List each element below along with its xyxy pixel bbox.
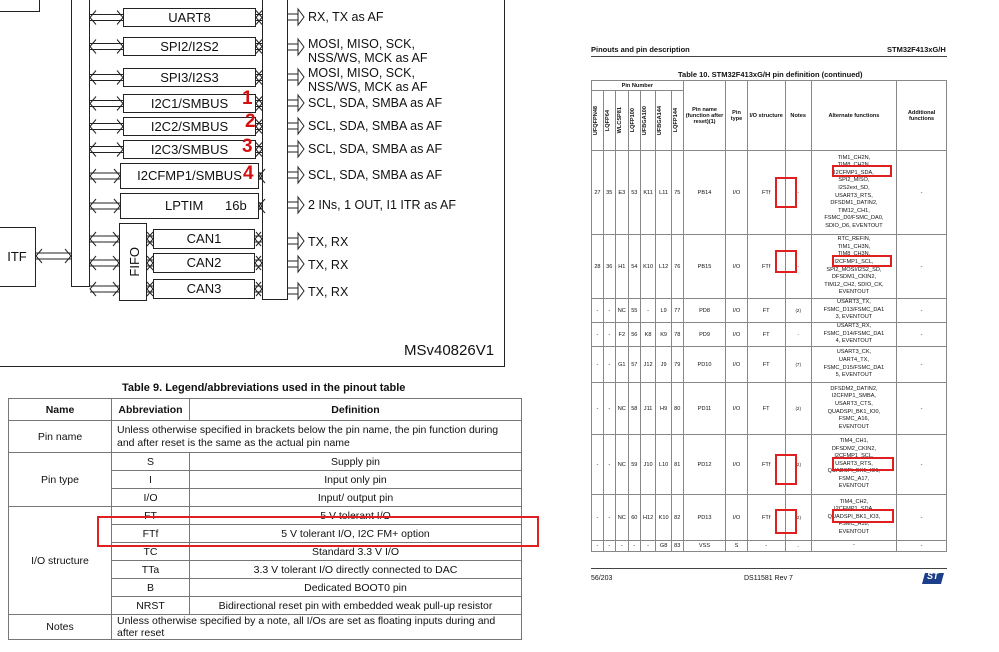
alternate-function: EVENTOUT [838,483,870,490]
definition-cell: Input only pin [190,471,522,489]
col-header-pin-type: Pin type [726,81,747,151]
alternate-function: FSMC_D15/FSMC_DA1 [823,364,885,371]
pin-number-cell: J10 [640,435,656,495]
pin-number-cell: NC [615,495,628,541]
i2c3-label: I2C3/SMBUS [150,142,229,157]
pin-number-cell: 83 [671,541,683,552]
alternate-function: TIM12_CH2, SDIO_CK, [824,281,884,288]
package-label: LQFP64 [604,109,611,132]
notes-cell: - [785,541,811,552]
pin-name-cell: PD8 [683,299,726,323]
pin-number-cell: - [615,541,628,552]
io-structure-cell: - [747,541,785,552]
pin-number-cell: L9 [656,299,671,323]
pin-type-cell: S [726,541,747,552]
highlight-box [775,509,797,534]
alternate-function: FSMC_D13/FSMC_DA1 [823,306,885,313]
spi3-signals: MOSI, MISO, SCK, NSS/WS, MCK as AF [308,66,428,94]
spi2-label: SPI2/I2S2 [160,39,219,54]
notes-cell: (2) [785,299,811,323]
col-header-additional: Additional functions [897,81,947,151]
alternate-function: I2CFMP1_SCL, [834,453,874,460]
pin-number-cell: L10 [656,435,671,495]
spi3-block [123,68,256,87]
notes-cell: (2) [785,495,811,541]
highlight-box [775,250,797,273]
package-header [656,91,671,151]
package-label: UFBGA144 [657,105,664,136]
pin-row [592,235,947,299]
can3-label: CAN3 [186,281,222,296]
can3-block [153,279,255,299]
pin-number-cell: 78 [671,323,683,347]
can1-label: CAN1 [186,231,222,246]
pin-number-cell: - [640,541,656,552]
col-header-abbreviation: Abbreviation [112,399,190,421]
alternate-function: EVENTOUT [838,423,870,430]
definition-cell: Dedicated BOOT0 pin [190,579,522,597]
pin-name-cell: PD11 [683,383,726,435]
alternate-function: DFSDM1_DATIN2, [830,200,878,207]
can2-label: CAN2 [186,255,222,270]
alternate-function: 4, EVENTOUT [835,338,873,345]
page-number: 56/203 [591,575,613,582]
alternate-function: FSMC_D0/FSMC_DA0, [824,215,884,222]
package-label: UFQFPN48 [593,105,599,136]
can1-signals: TX, RX [308,235,349,249]
page-header-rule [591,56,947,57]
alternate-function: SPI2_MOSI/I2S2_SD, [826,266,882,273]
page-footer-rule [591,568,947,569]
additional-functions-cell: - [897,347,947,383]
alternate-function: USART3_RTS, [835,460,873,467]
alternate-function: FSMC_A17, [838,475,870,482]
highlight-box [832,255,892,267]
col-header-pin-name: Pin name (function after reset)(1) [683,81,726,151]
pin-number-cell: 36 [603,235,615,299]
notes-cell: (2) [785,435,811,495]
pin-number-cell: 53 [628,151,640,235]
pin-number-cell: L12 [656,235,671,299]
alternate-functions-cell [811,383,896,435]
notes-cell: - [785,323,811,347]
fifo-label: FIFO [127,247,142,277]
highlight-box [775,454,797,485]
alternate-function: DFSDM2_DATIN2, [830,385,878,392]
pin-name-cell: PD12 [683,435,726,495]
alternate-function: I2CFMP1_SDA, [834,169,874,176]
alternate-function: TIM8_CH2N, [837,162,871,169]
i2cfmp1-block [120,163,259,189]
pin-name-definition: Unless otherwise specified in brackets below the pin name, the pin function during and after reset is the same as the actual pin name [112,421,522,453]
pin-number-cell: J12 [640,347,656,383]
io-structure-cell: FTf [747,495,785,541]
pin-number-cell: 28 [592,235,604,299]
abbreviation-cell: FT [112,507,190,525]
pin-type-cell: I/O [726,235,747,299]
alternate-function: QUADSPI_BK1_IO3, [827,513,881,520]
can2-signals: TX, RX [308,258,349,272]
alternate-function: I2CFMP1_SMBA, [831,393,876,400]
pin-number-cell: H1 [615,235,628,299]
notes-cell: (7) [785,347,811,383]
definition-cell: 5 V tolerant I/O, I2C FM+ option [190,525,522,543]
pin-row [592,383,947,435]
col-header-notes: Notes [785,81,811,151]
pin-type-cell: I/O [726,347,747,383]
i2c2-block [123,117,256,136]
i2cfmp1-signals: SCL, SDA, SMBA as AF [308,168,443,182]
alternate-function: - [852,542,855,549]
pin-number-cell: 56 [628,323,640,347]
pin-number-cell: - [603,347,615,383]
alternate-function: USART3_RX, [836,323,872,330]
pin-number-cell: - [603,323,615,347]
highlight-box [832,457,894,471]
pin-number-cell: 79 [671,347,683,383]
alternate-function: RTC_REFIN, [837,236,871,243]
pin-name-cell: VSS [683,541,726,552]
abbreviation-cell: NRST [112,597,190,615]
notes-cell: (2) [785,383,811,435]
i2c1-signals: SCL, SDA, SMBA as AF [308,96,443,110]
abbreviation-cell: TTa [112,561,190,579]
i2c1-marker: 1 [242,88,253,109]
abbreviation-cell: I/O [112,489,190,507]
can1-block [153,229,255,249]
col-header-definition: Definition [190,399,522,421]
group-header-pin-number: Pin Number [592,81,684,91]
alternate-function: USART3_RTS, [835,192,873,199]
alternate-function: DFSDM1_CKIN2, [831,274,876,281]
pin-type-cell: I/O [726,299,747,323]
notes-cell: - [785,235,811,299]
pin-number-cell: 35 [603,151,615,235]
i2c3-marker: 3 [242,136,253,157]
package-label: LQFP144 [672,108,679,133]
pin-number-cell: L11 [656,151,671,235]
pin-number-cell: 75 [671,151,683,235]
pin-number-cell: K11 [640,151,656,235]
spi2-block [123,37,256,56]
alternate-functions-cell [811,541,896,552]
package-header [603,91,615,151]
row-name-pin-name: Pin name [9,421,112,453]
pin-number-cell: 55 [628,299,640,323]
alternate-functions-cell [811,323,896,347]
pin-number-cell: K9 [656,323,671,347]
col-header-alternate: Alternate functions [811,81,896,151]
alternate-function: UART4_TX, [838,356,869,363]
alternate-functions-cell [811,347,896,383]
alternate-function: TIM12_CH1, [838,207,870,214]
table10-title: Table 10. STM32F413xG/H pin definition (continued) [678,70,863,79]
pin-type-cell: I/O [726,383,747,435]
pin-number-cell: - [640,299,656,323]
pin-number-cell: 58 [628,383,640,435]
i2c3-block [123,140,256,159]
i2c2-label: I2C2/SMBUS [150,119,229,134]
pin-number-cell: - [592,383,604,435]
spi3-label: SPI3/I2S3 [160,70,219,85]
figure-id: MSv40826V1 [404,342,495,359]
highlight-box [832,165,892,177]
notes-cell: - [785,151,811,235]
pin-number-cell: F2 [615,323,628,347]
definition-cell: 3.3 V tolerant I/O directly connected to DAC [190,561,522,579]
additional-functions-cell: - [897,383,947,435]
pin-row [592,347,947,383]
pin-number-cell: G8 [656,541,671,552]
i2c2-signals: SCL, SDA, SMBA as AF [308,119,443,133]
lptim-signals: 2 INs, 1 OUT, I1 ITR as AF [308,198,456,212]
lptim-label: LPTIM [165,198,204,213]
abbreviation-cell: I [112,471,190,489]
row-name-notes: Notes [9,615,112,640]
additional-functions-cell: - [897,299,947,323]
alternate-function: I2S2ext_SD, [838,184,870,191]
pin-number-cell: - [592,495,604,541]
pin-number-cell: E3 [615,151,628,235]
abbreviation-cell: TC [112,543,190,561]
definition-cell: Standard 3.3 V I/O [190,543,522,561]
can3-signals: TX, RX [308,285,349,299]
pin-name-cell: PB15 [683,235,726,299]
pin-number-cell: 59 [628,435,640,495]
alternate-functions-cell [811,151,896,235]
pin-number-cell: 27 [592,151,604,235]
pin-number-cell: H12 [640,495,656,541]
package-label: UFBGA100 [641,105,648,136]
pin-number-cell: NC [615,435,628,495]
pin-number-cell: - [628,541,640,552]
lptim-block [120,193,259,219]
alternate-function: TIM8_CH3N, [837,251,871,258]
fifo-block [119,223,147,301]
alternate-function: FSMC_D14/FSMC_DA1 [823,330,885,337]
alternate-function: EVENTOUT [838,289,870,296]
pin-number-cell: H9 [656,383,671,435]
itf-block: ITF [0,227,36,287]
st-logo-text: ST [927,571,939,581]
pin-number-cell: 76 [671,235,683,299]
pin-number-cell: 60 [628,495,640,541]
pin-name-cell: PD13 [683,495,726,541]
io-structure-cell: FT [747,323,785,347]
pin-number-cell: - [603,299,615,323]
alternate-function: QUADSPI_BK1_IO1, [827,468,881,475]
alternate-function: 5, EVENTOUT [835,372,873,379]
alternate-function: TIM1_CH3N, [837,243,871,250]
alternate-function: SPI2_MISO, [838,177,870,184]
alternate-function: 3, EVENTOUT [835,314,873,321]
alternate-function: TIM4_CH1, [839,437,869,444]
i2cfmp1-label: I2CFMP1/SMBUS [137,168,242,183]
doc-id: DS11581 Rev 7 [744,575,793,582]
pin-number-cell: K10 [656,495,671,541]
i2c3-signals: SCL, SDA, SMBA as AF [308,142,443,156]
row-name-io-structure: I/O structure [9,507,112,615]
pin-number-cell: K8 [640,323,656,347]
package-header [592,91,604,151]
pin-number-cell: - [592,541,604,552]
alternate-function: DFSDM2_CKIN2, [831,445,876,452]
col-header-name: Name [9,399,112,421]
uart8-label: UART8 [168,10,211,25]
io-structure-cell: FT [747,383,785,435]
additional-functions-cell: - [897,495,947,541]
io-structure-cell: FT [747,299,785,323]
can2-block [153,253,255,273]
package-label: WLCSP81 [616,107,623,134]
highlight-box [832,509,894,523]
definition-cell: Bidirectional reset pin with embedded weak pull-up resistor [190,597,522,615]
pin-number-cell: G1 [615,347,628,383]
pin-number-cell: - [603,383,615,435]
alternate-function: I2CFMP1_SDA, [834,506,874,513]
pin-number-cell: 77 [671,299,683,323]
package-header [615,91,628,151]
table9-title: Table 9. Legend/abbreviations used in the pinout table [122,382,406,394]
package-header [671,91,683,151]
pin-row [592,151,947,235]
pin-number-cell: J11 [640,383,656,435]
package-header [628,91,640,151]
pin-name-cell: PB14 [683,151,726,235]
pin-number-cell: - [592,323,604,347]
pin-definition-table [591,80,947,552]
alternate-function: EVENTOUT [838,528,870,535]
pin-name-cell: PD10 [683,347,726,383]
alternate-function: USART3_CK, [836,349,872,356]
page-device: STM32F413xG/H [887,45,946,54]
alternate-function: QUADSPI_BK1_IO0, [827,408,881,415]
pin-row [592,323,947,347]
additional-functions-cell: - [897,541,947,552]
additional-functions-cell: - [897,323,947,347]
io-structure-cell: FTf [747,235,785,299]
alternate-function: TIM1_CH2N, [837,154,871,161]
definition-cell: 5 V tolerant I/O [190,507,522,525]
pin-number-cell: K10 [640,235,656,299]
additional-functions-cell: - [897,235,947,299]
alternate-functions-cell [811,299,896,323]
alternate-function: USART3_CTS, [835,400,873,407]
pin-number-cell: NC [615,299,628,323]
alternate-function: SDIO_D6, EVENTOUT [825,222,883,229]
alternate-function: USART3_TX, [837,299,871,306]
pin-number-cell: 81 [671,435,683,495]
pin-number-cell: 82 [671,495,683,541]
abbreviation-cell: S [112,453,190,471]
pin-number-cell: - [592,347,604,383]
pin-row [592,299,947,323]
alternate-function: TIM4_CH2, [839,498,869,505]
pin-number-cell: - [603,541,615,552]
pin-number-cell: J9 [656,347,671,383]
i2c1-label: I2C1/SMBUS [150,96,229,111]
alternate-function: I2CFMP1_SCL, [834,258,874,265]
definition-cell: Supply pin [190,453,522,471]
col-header-io-structure: I/O structure [747,81,785,151]
package-header [640,91,656,151]
pin-number-cell: NC [615,383,628,435]
abbreviation-cell: FTf [112,525,190,543]
highlight-ftf-row [97,516,539,547]
additional-functions-cell: - [897,151,947,235]
alternate-function: FSMC_A16, [838,416,870,423]
pin-type-cell: I/O [726,435,747,495]
pin-row [592,541,947,552]
pin-number-cell: - [592,299,604,323]
block-diagram [0,0,507,368]
pin-type-cell: I/O [726,323,747,347]
page-section-title: Pinouts and pin description [591,45,690,54]
i2c1-block [123,94,256,113]
pin-number-cell: - [603,495,615,541]
spi2-signals: MOSI, MISO, SCK, NSS/WS, MCK as AF [308,37,428,65]
pin-type-cell: I/O [726,495,747,541]
notes-definition: Unless otherwise specified by a note, all I/Os are set as floating inputs during and after reset [112,615,522,640]
io-structure-cell: FTf [747,151,785,235]
additional-functions-cell: - [897,435,947,495]
i2cfmp1-marker: 4 [243,163,254,184]
pin-number-cell: - [603,435,615,495]
highlight-box [775,177,797,208]
uart8-signals: RX, TX as AF [308,10,384,24]
st-logo [922,571,944,582]
i2c2-marker: 2 [245,111,256,132]
row-name-pin-type: Pin type [9,453,112,507]
alternate-function: FSMC_A18, [838,521,870,528]
pin-number-cell: - [592,435,604,495]
pin-name-cell: PD9 [683,323,726,347]
uart8-block [123,8,256,27]
definition-cell: Input/ output pin [190,489,522,507]
lptim-bit-width: 16b [225,198,247,213]
package-label: LQFP100 [629,108,636,133]
pin-number-cell: 57 [628,347,640,383]
pin-type-cell: I/O [726,151,747,235]
abbreviation-cell: B [112,579,190,597]
pin-number-cell: 54 [628,235,640,299]
pin-number-cell: 80 [671,383,683,435]
io-structure-cell: FT [747,347,785,383]
io-structure-cell: FTf [747,435,785,495]
